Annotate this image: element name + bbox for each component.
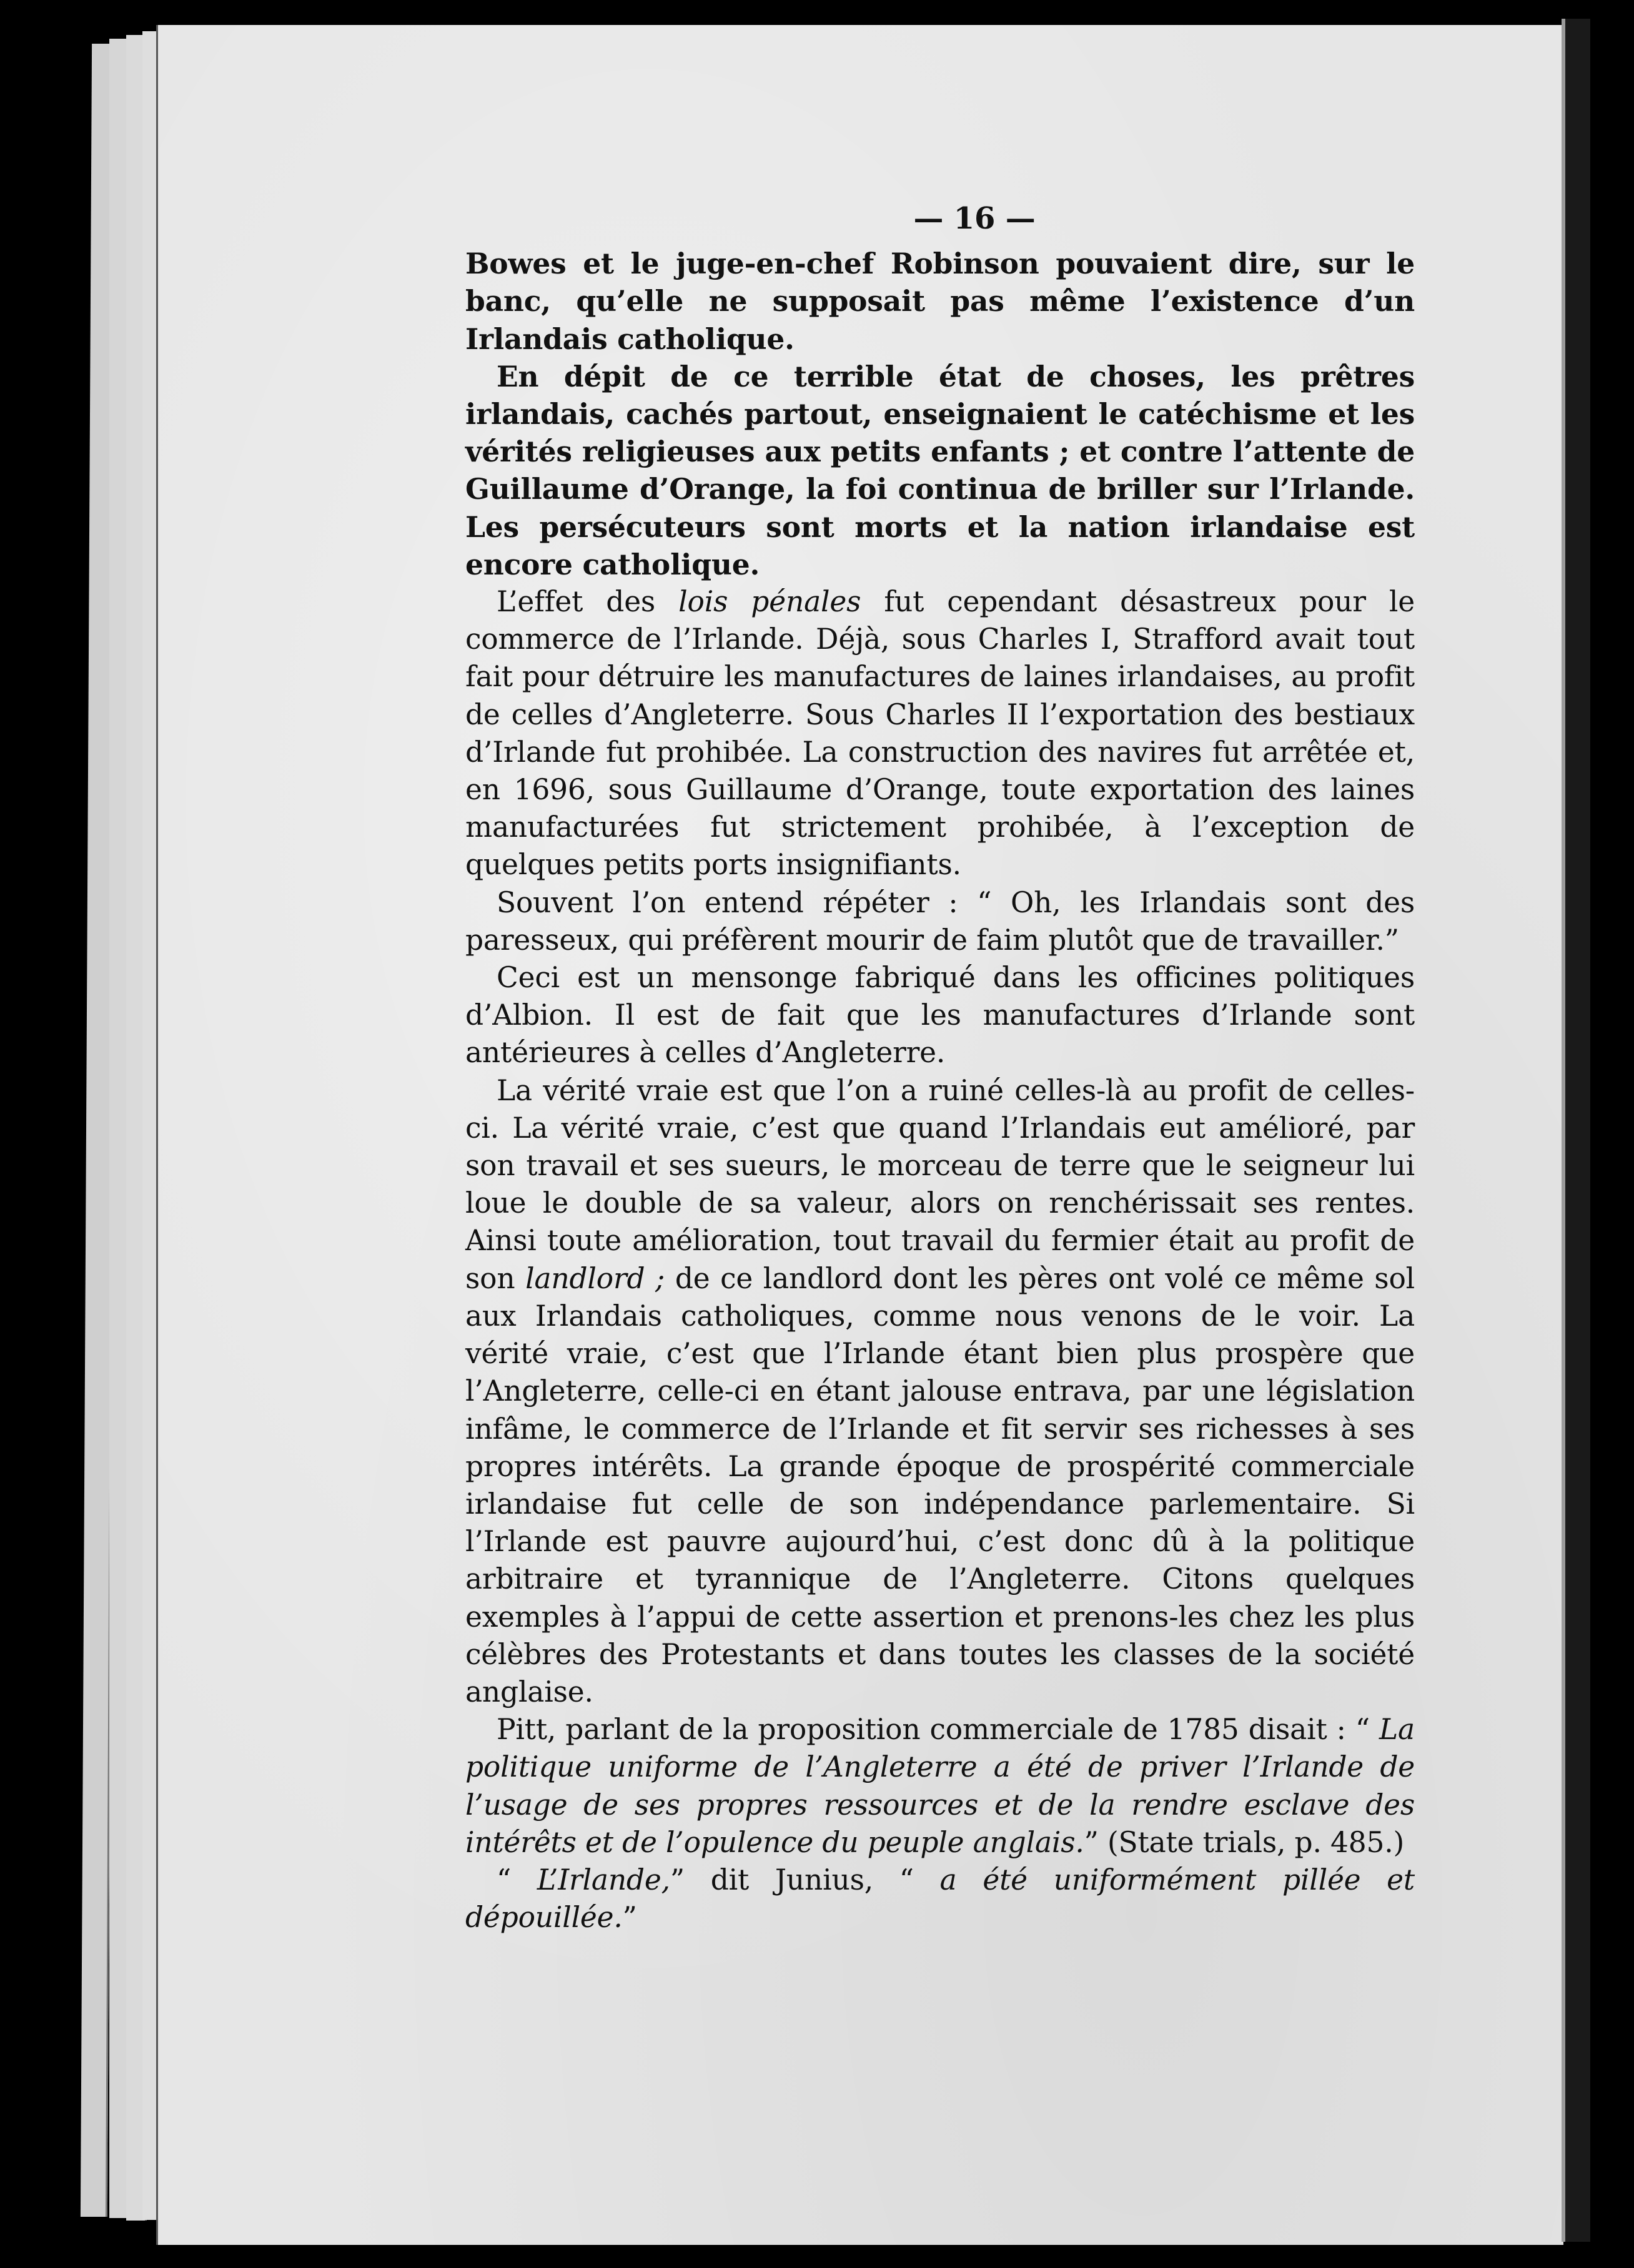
italic-term: lois pénales — [678, 585, 861, 619]
paragraph-text: de ce landlord dont les pères ont volé ce même sol aux Irlandais catholiques, comme nous venons de le voir. La vérité vraie, c’est que l’Irlande étant bien plus prospère que l’Angleterre, celle-ci en étant jalouse entrava, par une législation infâme, le commerce de l’Irlande et fit servir ses richesses à ses propres intérêts. La grande époque de prospérité commerciale irlandaise fut celle de son indépendance parlementaire. Si l’Irlande est pauvre aujourd’hui, c’est donc dû à la politique arbitraire et tyrannique de l’Angleterre. Citons quelques exemples à l’appui de cette assertion et prenons-les chez les plus célèbres des Protestants et dans toutes les classes de la société anglaise. — [465, 1261, 1415, 1708]
paragraph-text: Bowes et le juge-en-chef Robinson pouvaient dire, sur le banc, qu’elle ne supposait pas même l’existence d’un Irlandais catholique. — [465, 247, 1415, 356]
paragraph-text: Pitt, parlant de la proposition commerciale de 1785 disait : “ — [497, 1713, 1380, 1747]
italic-quote: L’Irlande, — [537, 1863, 670, 1896]
italic-quote: a été uniformément pillée et dépouillée. — [465, 1863, 1415, 1935]
paragraph — [465, 1711, 1415, 1861]
paragraph-text: ” dit Junius, “ — [670, 1863, 940, 1896]
paragraph-text: L’effet des — [497, 585, 679, 619]
paragraph-text: ” (State trials, p. 485.) — [1084, 1825, 1405, 1859]
paragraph-text: fut cependant désastreux pour le commerce de l’Irlande. Déjà, sous Charles I, Strafford avait tout fait pour détruire les manufactures de laines irlandaises, au profit de celles d’Angleterre. Sous Charles II l’exportation des bestiaux d’Irlande fut prohibée. La construction des navires fut arrêtée et, en 1696, sous Guillaume d’Orange, toute exportation des laines manufacturées fut strictement prohibée, à l’exception de quelques petits ports insignifiants. — [465, 585, 1415, 882]
paragraph — [465, 1072, 1415, 1711]
paragraph-text: Souvent l’on entend répéter : “ Oh, les Irlandais sont des paresseux, qui préfèrent mourir de faim plutôt que de travailler.” — [465, 885, 1415, 957]
paragraph — [465, 245, 1415, 358]
page-text — [465, 200, 1415, 1936]
paragraph — [465, 358, 1415, 583]
quote-mark: “ — [497, 1863, 537, 1896]
paragraph — [465, 1861, 1415, 1936]
binding-edge — [1562, 19, 1590, 2242]
paragraph — [465, 959, 1415, 1072]
italic-quote: La politique uniforme de l’Angleterre a été de priver l’Irlande de l’usage de ses propres ressources et de la rendre esclave des intérêts et de l’opulence du peuple anglais. — [465, 1713, 1415, 1859]
paragraph-text: La vérité vraie est que l’on a ruiné celles-là au profit de celles-ci. La vérité vraie, c’est que quand l’Irlandais eut amélioré, par son travail et ses sueurs, le morceau de terre que le seigneur lui loue le double de sa valeur, alors on renchérissait ses rentes. Ainsi toute amélioration, tout travail du fermier était au profit de son — [465, 1073, 1415, 1295]
paragraph-text: En dépit de ce terrible état de choses, les prêtres irlandais, cachés partout, enseignaient le catéchisme et les vérités religieuses aux petits enfants ; et contre l’attente de Guillaume d’Orange, la foi continua de briller sur l’Irlande. Les persécuteurs sont morts et la nation irlandaise est encore catholique. — [465, 359, 1415, 581]
paragraph — [465, 884, 1415, 959]
paragraph — [465, 583, 1415, 884]
italic-term: landlord ; — [525, 1261, 665, 1295]
quote-mark: ” — [622, 1901, 637, 1935]
page-number: — 16 — — [913, 201, 1036, 236]
paragraph-text: Ceci est un mensonge fabriqué dans les officines politiques d’Albion. Il est de fait que les manufactures d’Irlande sont antérieures à celles d’Angleterre. — [465, 961, 1415, 1070]
